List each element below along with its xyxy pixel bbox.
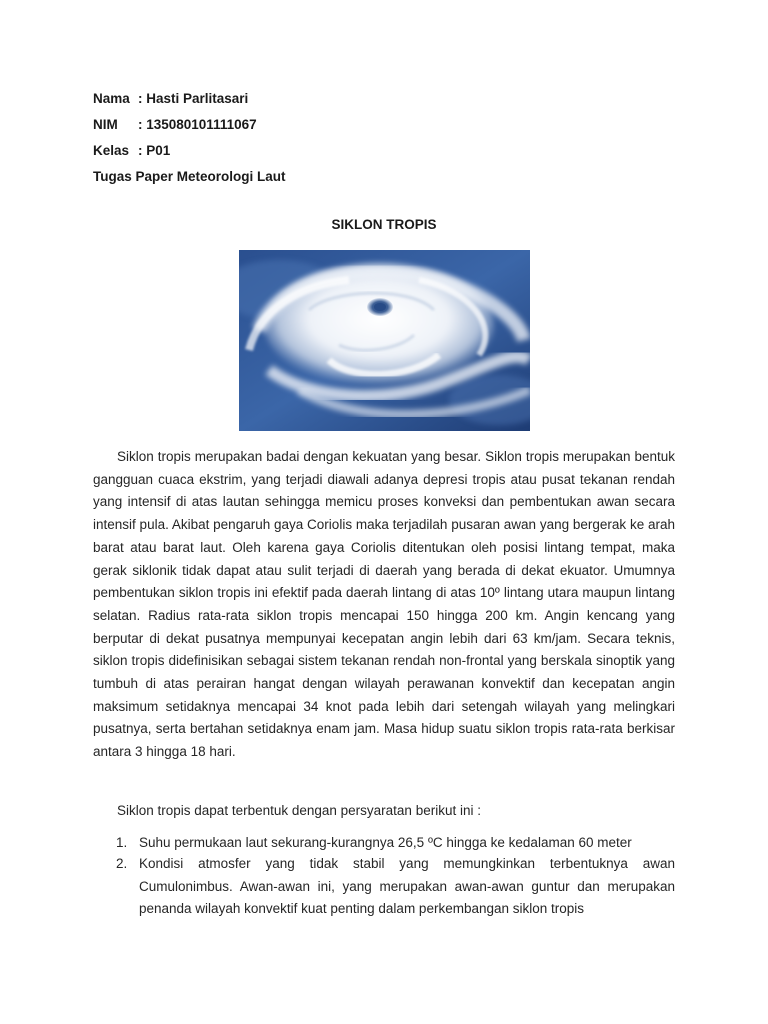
list-number: 1. [116, 835, 128, 850]
list-number: 2. [116, 856, 128, 871]
name-row [93, 86, 286, 112]
list-item [93, 833, 675, 853]
document-title: SIKLON TROPIS [331, 217, 437, 232]
paragraph-intro: Siklon tropis merupakan badai dengan kekuatan yang besar. Siklon tropis merupakan bentuk gangguan cuaca ekstrim, yang terjadi diawali adanya depresi tropis atau pusat tekanan rendah yang intensif di atas lautan sehingga memicu proses konveksi dan pembentukan awan secara intensif pula. Akibat pengaruh gaya Coriolis maka terjadilah pusaran awan yang bergerak ke arah barat atau barat laut. Oleh karena gaya Coriolis ditentukan oleh posisi lintang tempat, maka gerak siklonik tidak dapat atau sulit terjadi di daerah yang berada di dekat ekuator. Umumnya pembentukan siklon tropis ini efektif pada daerah lintang di atas 10º lintang utara maupun lintang selatan. Radius rata-rata siklon tropis mencapai 150 hingga 200 km. Angin kencang yang berputar di dekat pusatnya mempunyai kecepatan angin lebih dari 63 km/jam. Secara teknis, siklon tropis didefinisikan sebagai sistem tekanan rendah non-frontal yang berskala sinoptik yang tumbuh di atas perairan hangat dengan wilayah perawanan konvektif dan kecepatan angin maksimum setidaknya mencapai 34 knot pada lebih dari setengah wilayah yang melingkari pusatnya, serta bertahan setidaknya enam jam. Masa hidup suatu siklon tropis rata-rata berkisar antara 3 hingga 18 hari. [93, 449, 675, 760]
list-text: Kondisi atmosfer yang tidak stabil yang memungkinkan terbentuknya awan Cumulonimbus. Awan-awan ini, yang merupakan awan-awan guntur dan merupakan penanda wilayah konvektif kuat penting dalam perkembangan siklon tropis [139, 856, 675, 917]
requirements-list [93, 833, 675, 921]
nim-label: NIM [93, 117, 118, 132]
list-item [93, 853, 675, 921]
nim-row [93, 112, 286, 138]
class-label: Kelas [93, 143, 130, 158]
student-info [93, 86, 286, 190]
nim-value: : 135080101111067 [138, 117, 257, 132]
assignment-title: Tugas Paper Meteorologi Laut [93, 169, 286, 184]
class-row [93, 138, 286, 164]
list-text: Suhu permukaan laut sekurang-kurangnya 26,5 ºC hingga ke kedalaman 60 meter [139, 835, 632, 850]
name-label: Nama [93, 91, 130, 106]
assignment-row [93, 164, 286, 190]
class-value: : P01 [138, 143, 171, 158]
cyclone-satellite-image [239, 250, 530, 431]
paragraph-requirements: Siklon tropis dapat terbentuk dengan persyaratan berikut ini : [117, 803, 481, 818]
name-value: : Hasti Parlitasari [138, 91, 249, 106]
